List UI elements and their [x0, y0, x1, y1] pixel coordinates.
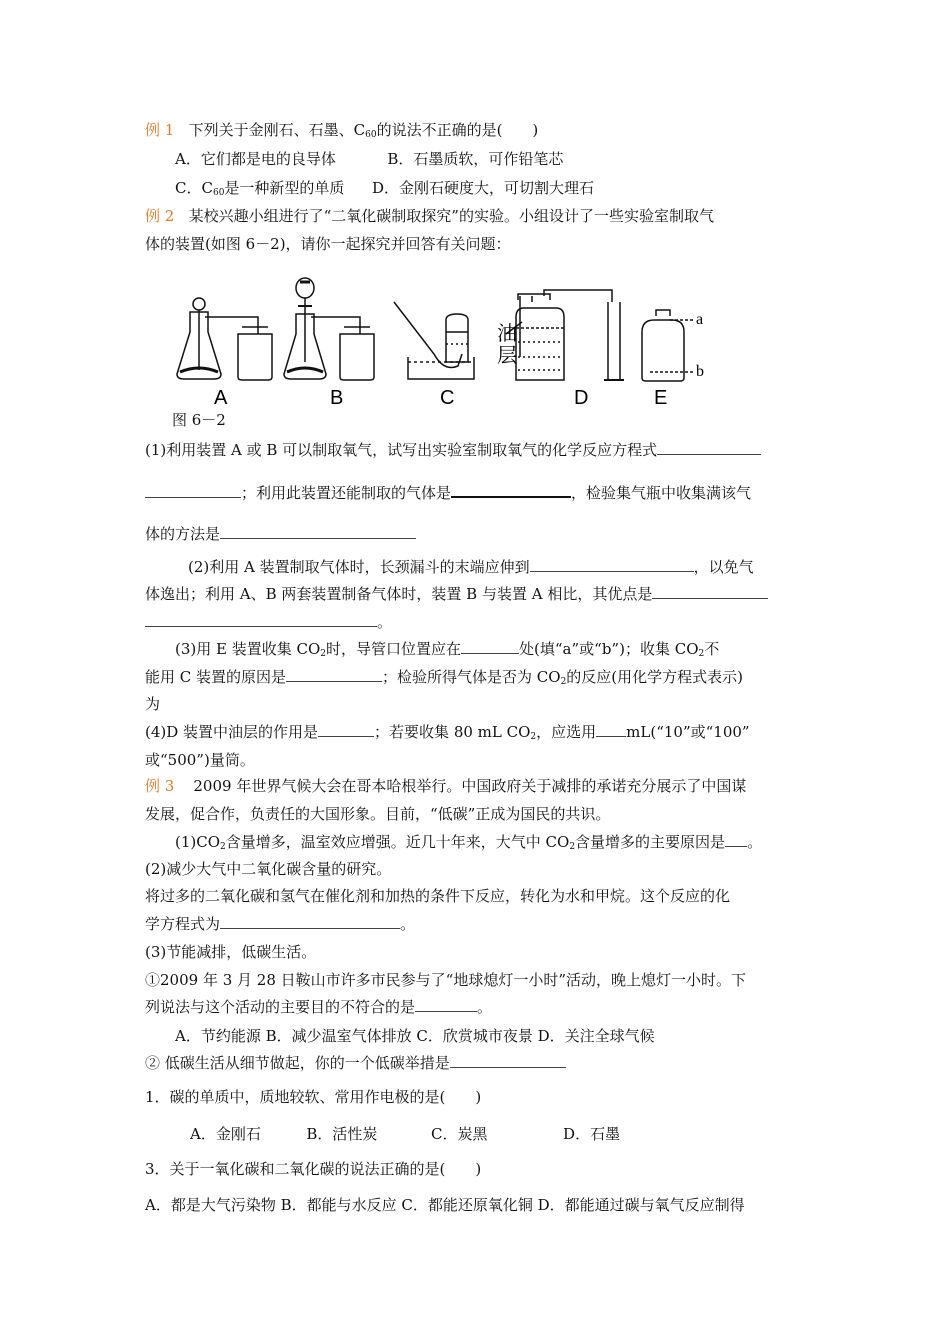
ex3-q2-text: 学方程式为	[145, 915, 221, 933]
ex3-q1-text2: 含量增多，温室效应增强。近几十年来，大气中 CO	[225, 833, 570, 851]
figure-caption: 图 6－2	[172, 411, 226, 429]
blank-cylinder-size[interactable]	[596, 722, 626, 737]
ex3-tag: 例 3	[145, 777, 175, 795]
oil-label-1: 油	[497, 323, 517, 345]
ex2-q1-line1	[145, 440, 761, 460]
ex1-option-a: A．它们都是电的良导体	[175, 150, 336, 168]
ex3-line2: 发展，促合作，负责任的大国形象。目前，“低碳”正成为国民的共识。	[145, 805, 611, 823]
ex3-line1	[145, 776, 746, 796]
apparatus-a	[177, 298, 272, 380]
blank-oxygen-equation-cont[interactable]	[145, 483, 241, 498]
ex1-sub: 60	[365, 130, 377, 140]
ex2-q2-text3: 体逸出；利用 A、B 两套装置制备气体时，装置 B 与装置 A 相比，其优点是	[145, 585, 653, 603]
blank-advantage-cont[interactable]	[145, 612, 377, 627]
ex1-question	[145, 120, 538, 145]
ex3-q1-text3: 含量增多的主要原因是	[575, 833, 726, 851]
ex2-tag: 例 2	[145, 207, 175, 225]
figure-label-d: D	[574, 387, 589, 409]
ex3-q3-2-text: ② 低碳生活从细节做起，你的一个低碳举措是	[145, 1054, 450, 1072]
ex2-q1-text: (1)利用装置 A 或 B 可以制取氧气，试写出实验室制取氧气的化学反应方程式	[145, 441, 658, 459]
ex2-q1-text2: ；利用此装置还能制取的气体是	[241, 484, 452, 502]
p3-question: 3．关于一氧化碳和二氧化碳的说法正确的是( )	[145, 1160, 482, 1178]
co2-sub: 2	[320, 649, 327, 659]
ex2-q3-text5: 能用 C 装置的原因是	[145, 668, 287, 686]
apparatus-b	[284, 278, 374, 380]
co2-sub: 2	[569, 842, 576, 852]
ex2-q4-text: (4)D 装置中油层的作用是	[145, 723, 319, 741]
p1-option-c: C．炭黑	[431, 1125, 488, 1143]
ex3-q1-text: (1)CO	[175, 833, 221, 851]
ex1-options-row1	[175, 149, 563, 169]
blank-reason[interactable]	[286, 667, 382, 682]
ex3-q1	[175, 832, 762, 857]
ex2-intro1: 某校兴趣小组进行了“二氧化碳制取探究”的实验。小组设计了一些实验室制取气	[188, 207, 714, 225]
ex2-q4-text4: mL(“10”或“100”	[626, 723, 750, 741]
blank-funnel-end[interactable]	[530, 557, 694, 572]
ex2-q3-text6: ；检验所得气体是否为 CO	[382, 668, 561, 686]
ex2-q3-text7: 的反应(用化学方程式表示)	[566, 668, 744, 686]
ex1-question-text: 下列关于金刚石、石墨、C	[188, 121, 366, 139]
p1-options	[190, 1124, 620, 1144]
ex2-q3-text: (3)用 E 装置收集 CO	[175, 640, 321, 658]
ex2-q1-text4: 体的方法是	[145, 525, 221, 543]
figure-label-c: C	[440, 387, 455, 409]
ex2-q2-text: (2)利用 A 装置制取气体时，长颈漏斗的末端应伸到	[188, 558, 530, 576]
ex3-q3-1-end: 。	[477, 998, 493, 1016]
ex1-option-c-sub: 60	[212, 188, 225, 198]
blank-oil-role[interactable]	[318, 722, 374, 737]
blank-tube-position[interactable]	[461, 639, 519, 654]
ex2-q2-line3	[145, 612, 392, 632]
mark-a: a	[696, 311, 704, 328]
ex2-q1-text3: ，检验集气瓶中收集满该气	[571, 484, 752, 502]
ex3-q3-1-line1: ①2009 年 3 月 28 日鞍山市许多市民参与了“地球熄灯一小时”活动，晚上熄灯一小时。下	[145, 971, 746, 989]
ex2-q4-text2: ；若要收集 80 mL CO	[374, 723, 531, 741]
ex1-question-end: 的说法不正确的是( )	[376, 121, 539, 139]
ex3-q2-line3	[145, 914, 415, 934]
blank-main-reason[interactable]	[725, 832, 747, 847]
figure-label-b: B	[330, 387, 344, 409]
ex2-q2-line1	[188, 557, 754, 577]
blank-methane-equation[interactable]	[220, 914, 400, 929]
ex2-q3-line1	[175, 639, 719, 664]
blank-oxygen-equation[interactable]	[657, 440, 761, 455]
ex2-q4-text3: ，应选用	[536, 723, 597, 741]
ex3-text: 2009 年世界气候大会在哥本哈根举行。中国政府关于减排的承诺充分展示了中国谋	[193, 777, 747, 795]
ex2-q3-line2	[145, 667, 743, 692]
co2-sub: 2	[220, 842, 226, 852]
ex2-q3-text3: 处(填“a”或“b”)；收集 CO	[519, 640, 699, 658]
ex2-q2-end: 。	[377, 613, 393, 631]
ex2-q2-text2: ，以免气	[693, 558, 754, 576]
ex3-q2: (2)减少大气中二氧化碳含量的研究。	[145, 860, 392, 878]
ex2-q3-text2: 时，导管口位置应在	[326, 640, 462, 658]
ex3-q1-end: 。	[747, 833, 763, 851]
blank-check-method[interactable]	[220, 524, 416, 539]
co2-sub: 2	[530, 732, 537, 742]
ex3-q3-options: A．节约能源 B．减少温室气体排放 C．欣赏城市夜景 D．关注全球气候	[175, 1027, 655, 1045]
ex3-q2-line2: 将过多的二氧化碳和氢气在催化剂和加热的条件下反应，转化为水和甲烷。这个反应的化	[145, 887, 731, 905]
co2-sub: 2	[698, 649, 705, 659]
ex2-q2-line2	[145, 584, 768, 604]
ex2-q1-line3	[145, 524, 416, 544]
ex3-q2-end: 。	[400, 915, 416, 933]
ex2-q4-line1	[145, 722, 750, 747]
blank-not-matching[interactable]	[415, 997, 477, 1012]
oil-label-2: 层	[497, 345, 517, 367]
ex1-option-c-pre: C．C	[175, 179, 213, 197]
blank-low-carbon-measure[interactable]	[450, 1053, 566, 1068]
ex3-q3-2	[145, 1053, 566, 1073]
ex1-options-row2	[175, 178, 594, 203]
apparatus-figure	[172, 262, 732, 412]
blank-other-gas[interactable]	[451, 482, 571, 498]
blank-advantage[interactable]	[652, 584, 768, 599]
ex3-q3-1-text: 列说法与这个活动的主要目的不符合的是	[145, 998, 416, 1016]
p3-options: A．都是大气污染物 B．都能与水反应 C．都能还原氧化铜 D．都能通过碳与氧气反应制得	[145, 1196, 745, 1214]
ex2-intro-line1	[145, 206, 714, 226]
co2-sub: 2	[560, 677, 567, 687]
p1-option-d: D．石墨	[563, 1125, 621, 1143]
p1-option-a: A．金刚石	[190, 1125, 261, 1143]
ex3-q3: (3)节能减排，低碳生活。	[145, 943, 317, 961]
ex2-q4-line2: 或“500”)量筒。	[145, 751, 255, 769]
figure-label-e: E	[654, 387, 668, 409]
ex1-tag: 例 1	[145, 121, 175, 139]
ex2-intro-line2: 体的装置(如图 6－2)，请你一起探究并回答有关问题：	[145, 235, 511, 253]
p1-question: 1．碳的单质中，质地较软、常用作电极的是( )	[145, 1088, 482, 1106]
ex1-option-b: B．石墨质软，可作铅笔芯	[387, 150, 564, 168]
apparatus-e	[642, 310, 694, 381]
figure-label-a: A	[214, 387, 228, 409]
p1-option-b: B．活性炭	[306, 1125, 378, 1143]
apparatus-c	[394, 302, 474, 379]
ex1-option-c-post: 是一种新型的单质	[224, 179, 345, 197]
mark-b: b	[696, 363, 704, 380]
ex2-q1-line2	[145, 482, 751, 503]
ex2-q3-text4: 不	[704, 640, 720, 658]
ex3-q3-1-line2	[145, 997, 492, 1017]
ex1-option-d: D．金刚石硬度大，可切割大理石	[372, 179, 595, 197]
ex2-q3-line3: 为	[145, 695, 161, 713]
apparatus-d	[506, 290, 624, 380]
